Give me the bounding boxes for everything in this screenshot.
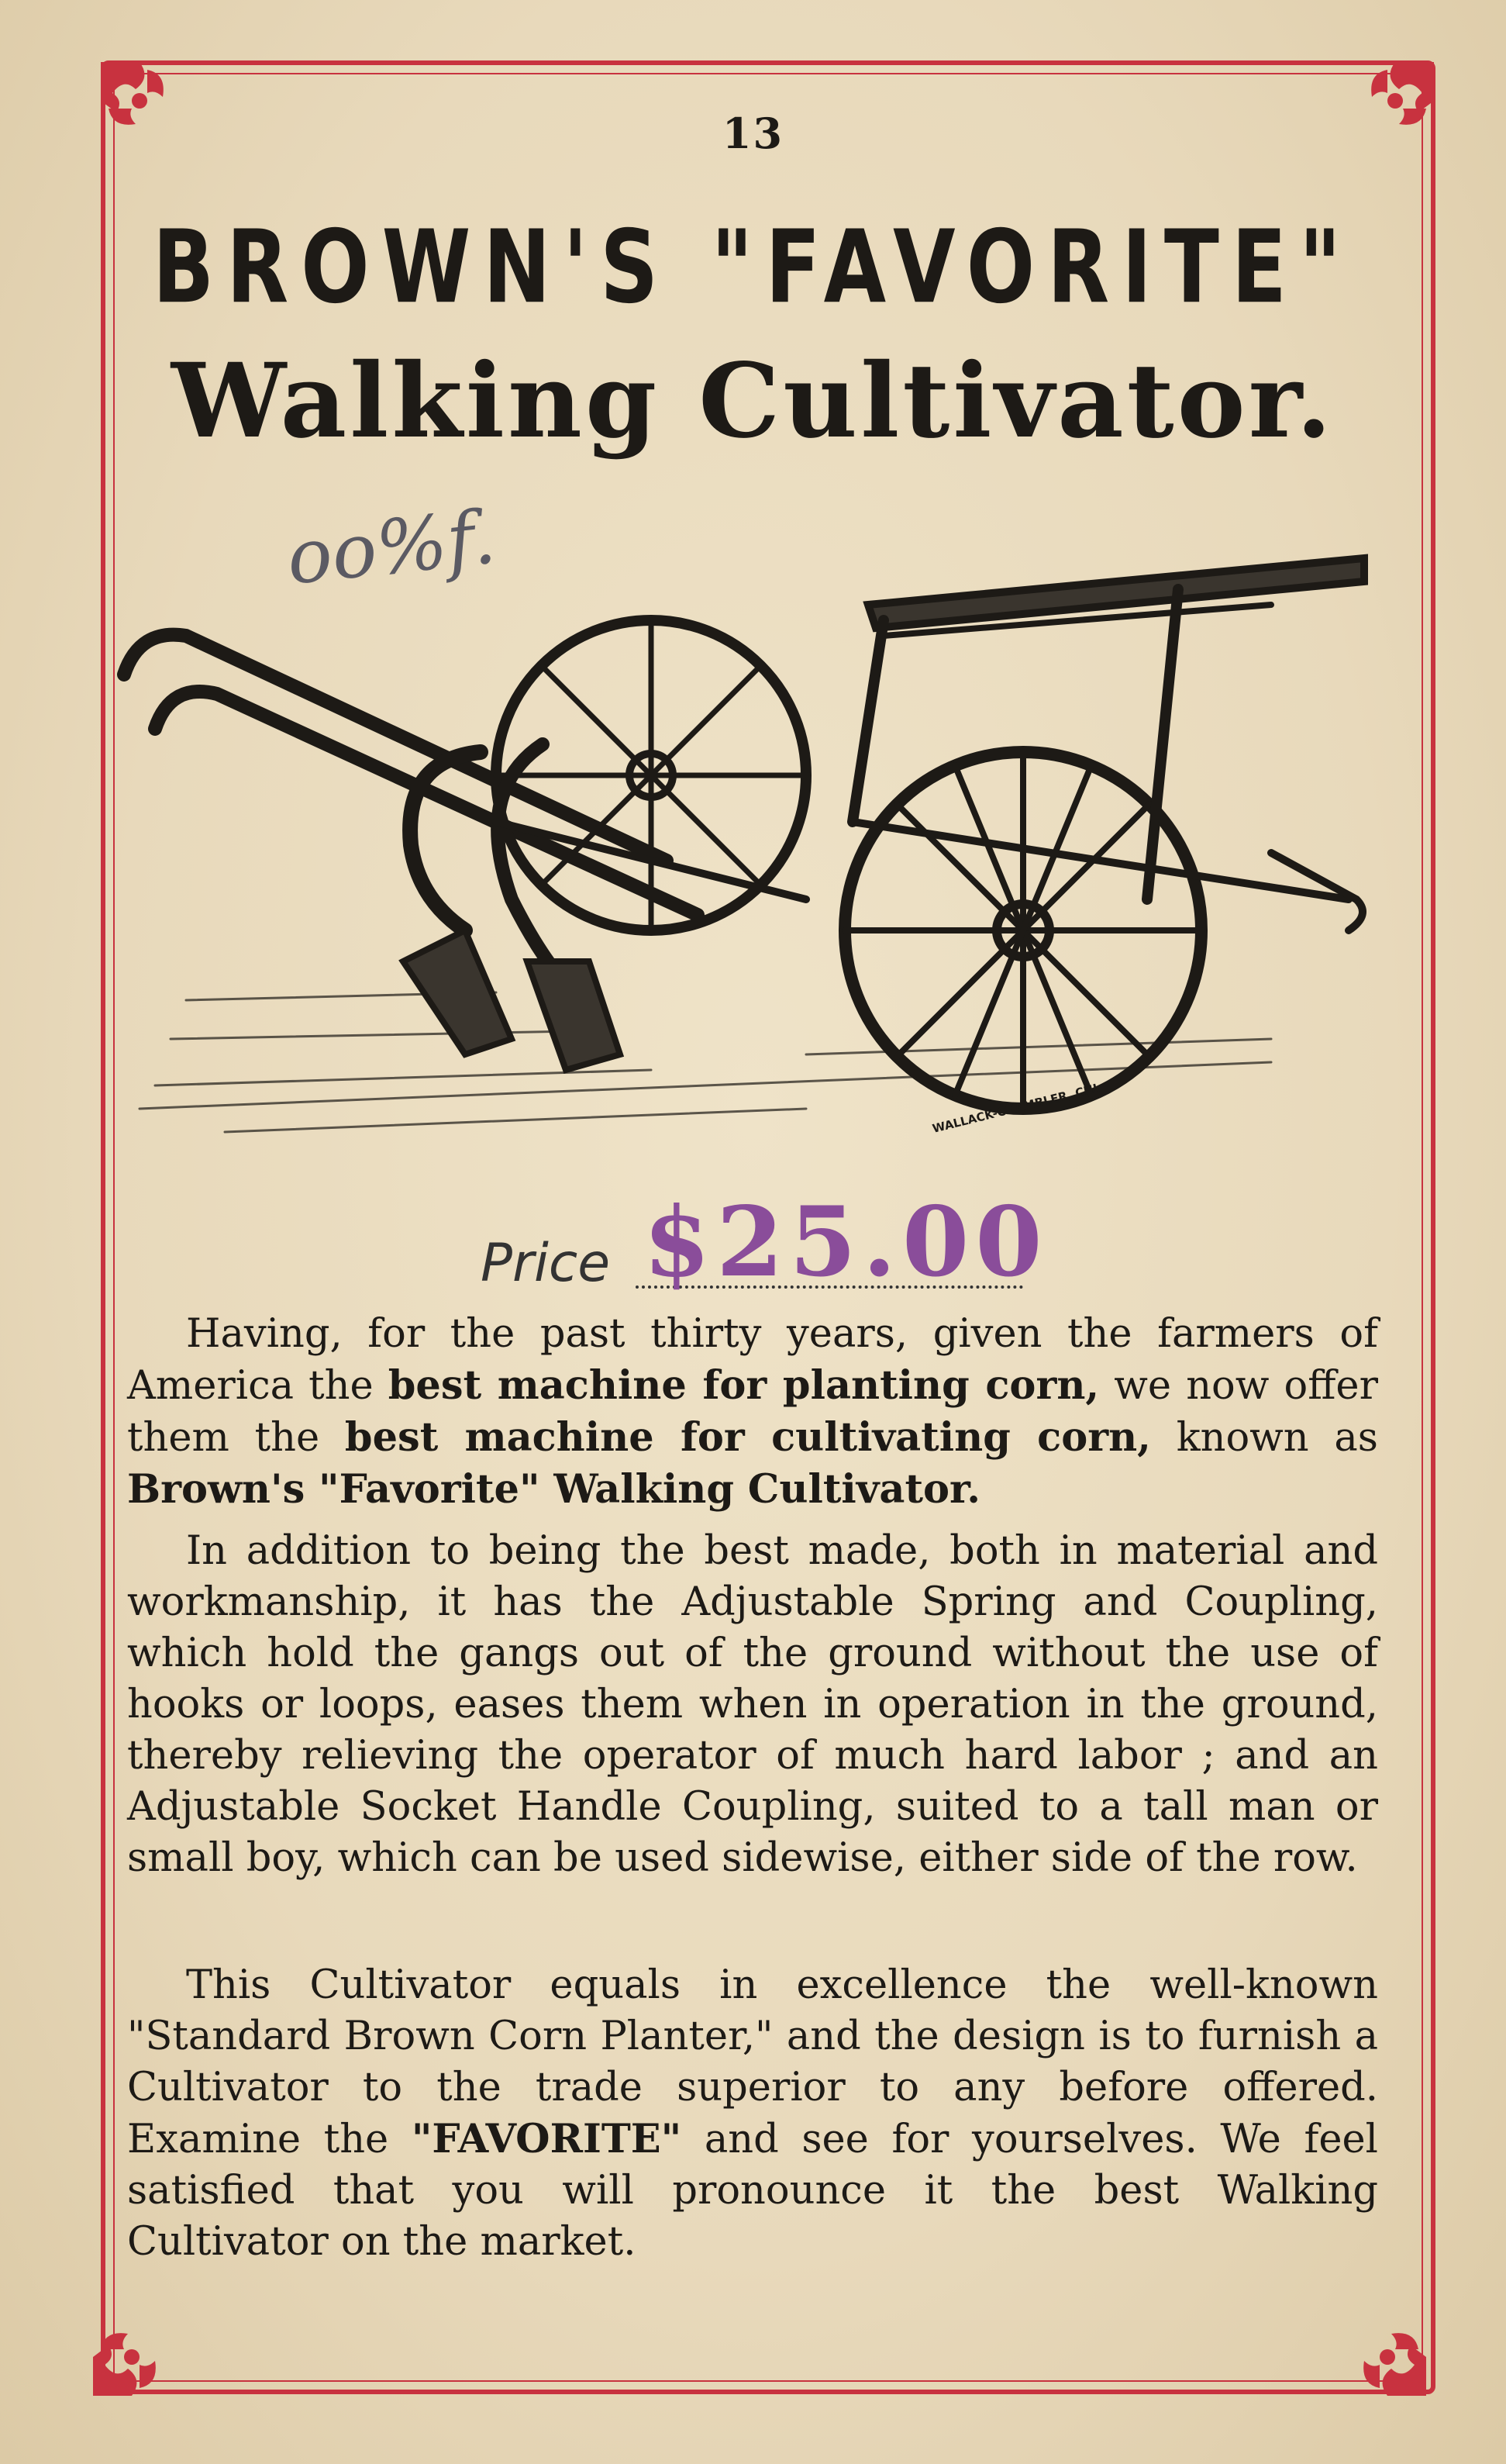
- paragraph-3-segment: This Cultivator equals in excellence the well-known "Standard Brown Corn Planter," and the design is to furnish a Cultivator to the trade superior to any before offered. Examine the: [127, 1962, 1378, 2162]
- paragraph-1-segment: best machine for cultivating corn,: [344, 1414, 1151, 1461]
- price-row: [481, 1186, 1049, 1303]
- price-label: Price: [481, 1233, 611, 1294]
- price-stamp: $25.00: [643, 1186, 1049, 1299]
- title-line-2: Walking Cultivator.: [171, 341, 1335, 461]
- engraver-credit: WALLACK-CHAMBLER, CHI.: [931, 1080, 1104, 1136]
- paragraph-3-segment: and see for yourselves. We feel satisfied that you will pronounce it the best Walking Cultivator on the market.: [127, 2117, 1378, 2265]
- paragraph-2: [127, 1526, 1378, 1884]
- paragraph-3-segment: "FAVORITE": [411, 2116, 682, 2162]
- paragraph-3: [127, 1960, 1378, 2268]
- handwritten-note: oo%f.: [282, 493, 500, 602]
- paragraph-1-segment: Brown's "Favorite" Walking Cultivator.: [127, 1466, 980, 1513]
- paragraph-2-segment: In addition to being the best made, both in material and workmanship, it has the Adjustable Spring and Coupling, which hold the gangs out of the ground without the use of hooks or loops, eases them when in operation in the ground, thereby relieving the operator of much hard labor ; and an Adjustable Socket Handle Coupling, suited to a tall man or small boy, which can be used sidewise, either side of the row.: [127, 1528, 1378, 1881]
- paragraph-1-segment: Having, for the past thirty years, given the farmers of America the: [127, 1311, 1378, 1409]
- title-line-1: BROWN'S "FAVORITE": [152, 208, 1354, 326]
- paragraph-1-segment: known as: [1150, 1415, 1378, 1461]
- paragraph-1: [127, 1309, 1378, 1516]
- paragraph-1-segment: best machine for planting corn,: [388, 1362, 1100, 1409]
- corner-ornament-bottom-right: [1318, 2287, 1434, 2404]
- page-number: 13: [722, 109, 784, 158]
- cultivator-illustration: [109, 496, 1411, 1194]
- corner-ornament-bottom-left: [85, 2287, 202, 2404]
- paragraph-1-segment: we now offer them the: [127, 1363, 1378, 1461]
